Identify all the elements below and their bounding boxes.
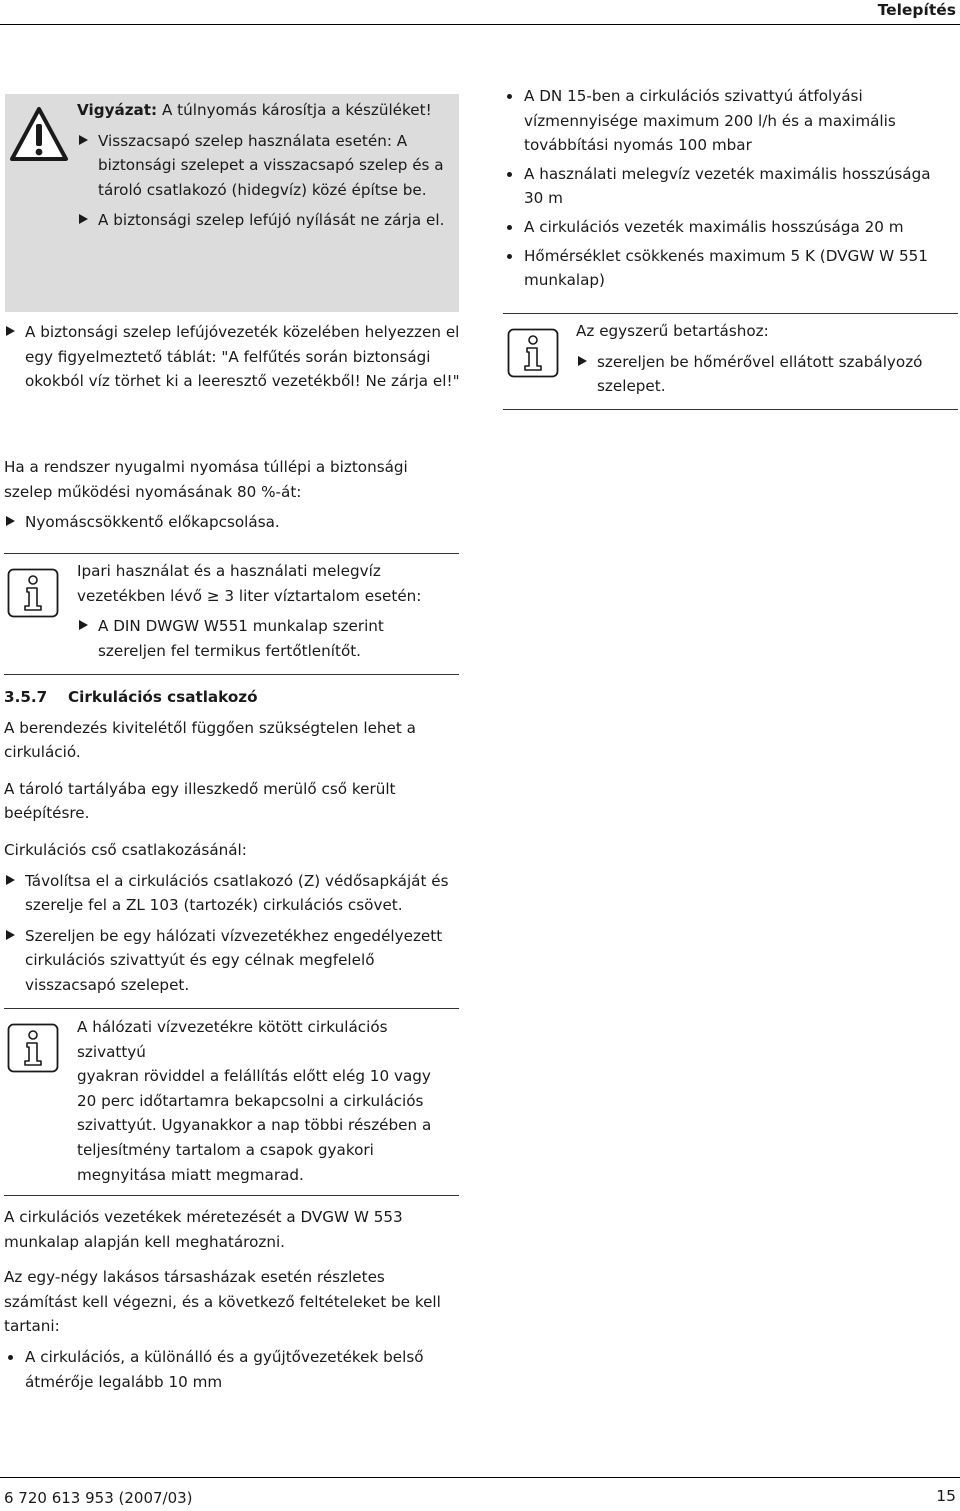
section-title: Cirkulációs csatlakozó xyxy=(68,688,258,706)
info-bottom-rule xyxy=(4,674,459,675)
document-code: 6 720 613 953 (2007/03) xyxy=(4,1489,193,1507)
condition-item: A cirkulációs vezeték maximális hosszúsága 20 m xyxy=(503,215,953,240)
bullet-triangle-icon xyxy=(578,356,587,366)
section-heading xyxy=(4,685,456,710)
section-paragraph: A tároló tartályába egy illeszkedő merülő cső került beépítésre. xyxy=(4,779,396,823)
section-item: Távolítsa el a cirkulációs csatlakozó (Z) védősapkáját és szerelje fel a ZL 103 (tartozék) cirkulációs csövet. xyxy=(4,869,456,918)
bullet-dot-icon xyxy=(507,94,512,99)
bullet-dot-icon xyxy=(507,172,512,177)
bullet-triangle-icon xyxy=(6,930,15,940)
warning-content xyxy=(77,98,452,233)
condition-item: A használati melegvíz vezeték maximális hosszúsága 30 m xyxy=(503,162,953,211)
info-text: gyakran röviddel a felállítás előtt elég 10 vagy 20 perc időtartamra bekapcsolni a cirkulációs szivattyút. Ugyanakkor a nap többi részében a teljesítmény tartalom a csapok gyakori megnyitása miatt megmarad. xyxy=(77,1067,432,1184)
bullet-triangle-icon xyxy=(6,516,15,526)
pressure-item: Nyomáscsökkentő előkapcsolása. xyxy=(4,510,456,535)
info-box-pump xyxy=(77,1015,452,1187)
bullet-dot-icon xyxy=(8,1355,13,1360)
calculation-paragraph: Az egy-négy lakásos társasházak esetén részletes számítást kell végezni, és a következő feltételeket be kell tartani: xyxy=(4,1268,441,1336)
section-paragraph: Cirkulációs cső csatlakozásánál: xyxy=(4,840,247,859)
info-item: A DIN DWGW W551 munkalap szerint szereljen fel termikus fertőtlenítőt. xyxy=(77,614,455,663)
section-circulation xyxy=(4,685,456,998)
info-text: A hálózati vízvezetékre kötött cirkulációs szivattyú xyxy=(77,1018,388,1061)
info-text: Ipari használat és a használati melegvíz vezetékben lévő ≥ 3 liter víztartalom esetén: xyxy=(77,562,422,605)
info-icon xyxy=(7,568,59,618)
page-header-title: Telepítés xyxy=(877,1,956,19)
section-number: 3.5.7 xyxy=(4,688,48,706)
info-icon xyxy=(507,328,559,378)
warning-label: Vigyázat: xyxy=(77,101,158,119)
bullet-triangle-icon xyxy=(6,875,15,885)
conditions-list xyxy=(503,84,953,293)
info-text: Az egyszerű betartáshoz: xyxy=(576,322,769,340)
condition-item: A cirkulációs, a különálló és a gyűjtővezetékek belső átmérője legalább 10 mm xyxy=(4,1345,456,1394)
info-top-rule xyxy=(4,1008,459,1009)
info-box-compliance xyxy=(576,319,954,399)
warning-item: Visszacsapó szelep használata esetén: A biztonsági szelepet a visszacsapó szelep és a tároló csatlakozó (hidegvíz) közé építse be. xyxy=(77,129,452,203)
section-paragraph: A berendezés kivitelétől függően szükségtelen lehet a cirkuláció. xyxy=(4,718,416,762)
bullet-dot-icon xyxy=(507,254,512,259)
condition-item: A DN 15-ben a cirkulációs szivattyú átfolyási vízmennyisége maximum 200 l/h és a maximális továbbítási nyomás 100 mbar xyxy=(503,84,953,158)
dimensioning-paragraph: A cirkulációs vezetékek méretezését a DVGW W 553 munkalap alapján kell meghatározni. xyxy=(4,1208,403,1251)
bullet-triangle-icon xyxy=(79,620,88,630)
header-divider xyxy=(0,24,960,25)
warning-item: A biztonsági szelep lefújó nyílását ne zárja el. xyxy=(77,208,452,233)
info-top-rule xyxy=(4,553,459,554)
warning-text: A túlnyomás károsítja a készüléket! xyxy=(161,101,432,119)
info-bottom-rule xyxy=(503,409,958,410)
pressure-text: Ha a rendszer nyugalmi nyomása túllépi a biztonsági szelep működési nyomásának 80 %-át: xyxy=(4,458,408,501)
footer-divider xyxy=(0,1477,960,1478)
info-icon xyxy=(7,1023,59,1073)
info-top-rule xyxy=(503,313,958,314)
info-item: szereljen be hőmérővel ellátott szabályozó szelepet. xyxy=(576,350,954,399)
bullet-triangle-icon xyxy=(79,214,88,224)
section-item: Szereljen be egy hálózati vízvezetékhez engedélyezett cirkulációs szivattyút és egy célnak megfelelő visszacsapó szelepet. xyxy=(4,924,456,998)
info-box-industrial xyxy=(77,559,455,663)
sign-instruction: A biztonsági szelep lefújóvezeték közelében helyezzen el egy figyelmeztető táblát: "A felfűtés során biztonsági okokból víz törhet ki a leeresztő vezetékből! Ne zárja el!" xyxy=(4,320,477,394)
bullet-triangle-icon xyxy=(6,326,15,336)
warning-triangle-icon xyxy=(8,104,70,166)
dimensioning-section xyxy=(4,1205,456,1394)
info-bottom-rule xyxy=(4,1195,459,1196)
warning-heading xyxy=(77,98,452,123)
page-number: 15 xyxy=(936,1487,956,1505)
bullet-dot-icon xyxy=(507,225,512,230)
pressure-paragraph xyxy=(4,455,456,535)
bullet-triangle-icon xyxy=(79,135,88,145)
condition-item: Hőmérséklet csökkenés maximum 5 K (DVGW W 551 munkalap) xyxy=(503,244,953,293)
